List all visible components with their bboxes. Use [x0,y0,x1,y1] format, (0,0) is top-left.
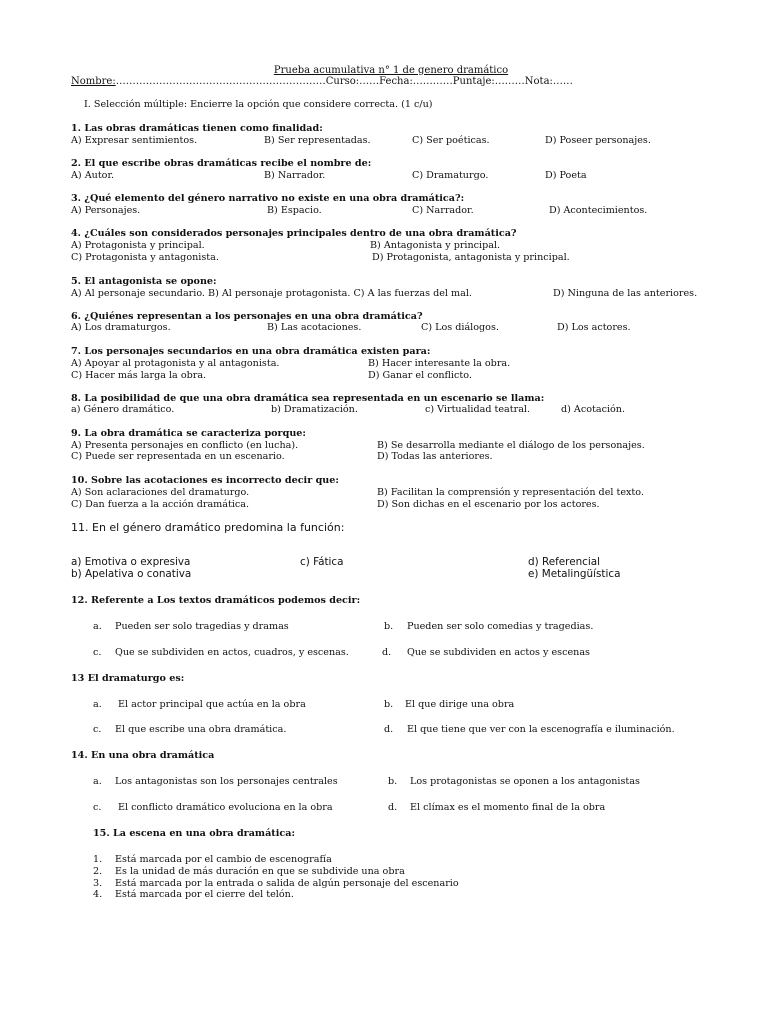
q13-option-c: El que escribe una obra dramática. [115,724,287,735]
q3-option-b: B) Espacio. [267,205,322,216]
q1-option-a: A) Expresar sentimientos. [71,135,198,146]
q7-option-b: B) Hacer interesante la obra. [368,358,511,369]
q12-option-c-letter: c. [93,647,102,658]
q14-option-d-letter: d. [388,802,398,813]
q12-option-b: Pueden ser solo comedias y tragedias. [407,621,594,632]
q11-option-a: a) Emotiva o expresiva [71,556,191,568]
q12-option-a: Pueden ser solo tragedias y dramas [115,621,289,632]
q12-option-d-letter: d. [382,647,392,658]
q11-option-c: c) Fática [300,556,344,568]
q14-option-c-letter: c. [93,802,102,813]
question-14: 14. En una obra dramática [71,750,215,761]
q9-option-b: B) Se desarrolla mediante el diálogo de los personajes. [377,440,645,451]
q1-option-d: D) Poseer personajes. [545,135,651,146]
q5-options-abc: A) Al personaje secundario. B) Al personaje protagonista. C) A las fuerzas del mal. [71,288,472,299]
q14-option-b: Los protagonistas se oponen a los antagonistas [410,776,640,787]
q4-option-a: A) Protagonista y principal. [71,240,205,251]
question-7: 7. Los personajes secundarios en una obra dramática existen para: [71,346,431,357]
q4-option-c: C) Protagonista y antagonista. [71,252,219,263]
q13-option-a-letter: a. [93,699,102,710]
q8-option-b: b) Dramatización. [271,404,358,415]
curso-fecha-puntaje-nota: Curso:……Fecha:…………Puntaje:………Nota:…… [325,76,573,87]
q14-option-a-letter: a. [93,776,102,787]
q15-item-text: Está marcada por el cierre del telón. [115,889,294,900]
q11-option-b: b) Apelativa o conativa [71,568,192,580]
q12-option-b-letter: b. [384,621,394,632]
q13-option-b: El que dirige una obra [405,699,515,710]
question-6: 6. ¿Quiénes representan a los personajes en una obra dramática? [71,311,423,322]
nombre-dots: ……………………………………………………… [115,76,326,87]
q8-option-c: c) Virtualidad teatral. [425,404,531,415]
q15-item-text: Es la unidad de más duración en que se subdivide una obra [115,866,405,877]
q14-option-a: Los antagonistas son los personajes centrales [115,776,338,787]
question-2: 2. El que escribe obras dramáticas recibe el nombre de: [71,158,372,169]
q14-option-c: El conflicto dramático evoluciona en la obra [118,802,333,813]
question-13: 13 El dramaturgo es: [71,673,185,684]
q13-option-a: El actor principal que actúa en la obra [118,699,306,710]
q2-option-a: A) Autor. [71,170,115,181]
q14-option-b-letter: b. [388,776,398,787]
q10-option-c: C) Dan fuerza a la acción dramática. [71,499,250,510]
question-11: 11. En el género dramático predomina la función: [71,521,345,534]
q4-option-d: D) Protagonista, antagonista y principal. [372,252,570,263]
q10-option-a: A) Son aclaraciones del dramaturgo. [71,487,250,498]
q13-option-d: El que tiene que ver con la escenografía e iluminación. [407,724,675,735]
question-12: 12. Referente a Los textos dramáticos podemos decir: [71,595,361,606]
q6-option-c: C) Los diálogos. [421,322,499,333]
q15-item-number: 1. [93,854,103,865]
q8-option-d: d) Acotación. [561,404,626,415]
question-5: 5. El antagonista se opone: [71,276,217,287]
q12-option-c: Que se subdividen en actos, cuadros, y escenas. [115,647,349,658]
q6-option-a: A) Los dramaturgos. [71,322,171,333]
q11-option-d: d) Referencial [528,556,601,568]
q2-option-c: C) Dramaturgo. [412,170,489,181]
q6-option-b: B) Las acotaciones. [267,322,362,333]
q10-option-d: D) Son dichas en el escenario por los actores. [377,499,600,510]
q6-option-d: D) Los actores. [557,322,631,333]
q3-option-d: D) Acontecimientos. [549,205,648,216]
q15-item-text: Está marcada por el cambio de escenografía [115,854,332,865]
q15-item-number: 3. [93,878,103,889]
question-9: 9. La obra dramática se caracteriza porque: [71,428,306,439]
q13-option-b-letter: b. [384,699,394,710]
q1-option-b: B) Ser representadas. [264,135,371,146]
q13-option-c-letter: c. [93,724,102,735]
q13-option-d-letter: d. [384,724,394,735]
nombre-label: Nombre: [71,76,116,87]
q9-option-d: D) Todas las anteriores. [377,451,493,462]
q1-option-c: C) Ser poéticas. [412,135,490,146]
q7-option-d: D) Ganar el conflicto. [368,370,472,381]
question-15: 15. La escena en una obra dramática: [93,828,295,839]
q12-option-d: Que se subdividen en actos y escenas [407,647,590,658]
q4-option-b: B) Antagonista y principal. [370,240,501,251]
q12-option-a-letter: a. [93,621,102,632]
question-10: 10. Sobre las acotaciones es incorrecto decir que: [71,475,339,486]
q9-option-c: C) Puede ser representada en un escenario. [71,451,285,462]
q2-option-b: B) Narrador. [264,170,326,181]
header-fields [71,76,573,87]
q7-option-a: A) Apoyar al protagonista y al antagonista. [71,358,280,369]
q15-item-number: 4. [93,889,103,900]
q8-option-a: a) Género dramático. [71,404,175,415]
question-3: 3. ¿Qué elemento del género narrativo no existe en una obra dramática?: [71,193,465,204]
q15-item-number: 2. [93,866,103,877]
instructions: I. Selección múltiple: Encierre la opción que considere correcta. (1 c/u) [84,99,433,110]
q3-option-a: A) Personajes. [71,205,141,216]
q11-option-e: e) Metalingüística [528,568,621,580]
question-1: 1. Las obras dramáticas tienen como finalidad: [71,123,323,134]
q7-option-c: C) Hacer más larga la obra. [71,370,207,381]
question-8: 8. La posibilidad de que una obra dramática sea representada en un escenario se llama: [71,393,545,404]
exam-title: Prueba acumulativa n° 1 de genero dramático [273,65,509,76]
q14-option-d: El clímax es el momento final de la obra [410,802,606,813]
q2-option-d: D) Poeta [545,170,587,181]
q15-item-text: Está marcada por la entrada o salida de algún personaje del escenario [115,878,459,889]
question-4: 4. ¿Cuáles son considerados personajes principales dentro de una obra dramática? [71,228,517,239]
q5-option-d: D) Ninguna de las anteriores. [553,288,698,299]
q10-option-b: B) Facilitan la comprensión y representación del texto. [377,487,644,498]
q9-option-a: A) Presenta personajes en conflicto (en lucha). [71,440,299,451]
q3-option-c: C) Narrador. [412,205,474,216]
